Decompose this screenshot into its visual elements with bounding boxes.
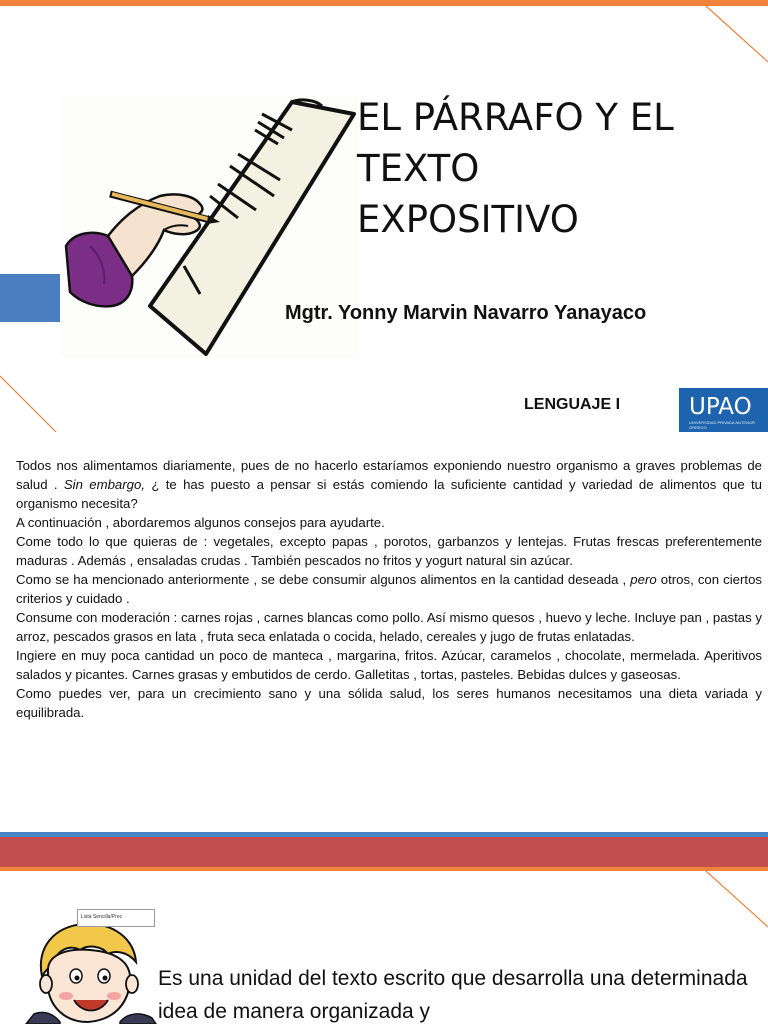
paragraph-4-part-b: otros, con ciertos criterios y cuidado . xyxy=(16,572,762,606)
logo-subtitle: UNIVERSIDAD PRIVADA ANTENOR ORREGO xyxy=(689,420,755,430)
divider-red xyxy=(0,837,768,867)
definition-text: Es una unidad del texto escrito que desarrolla una determinada idea de manera organizada y xyxy=(158,967,748,1023)
title-line-2: TEXTO xyxy=(357,147,480,190)
paragraph-1-emphasis: Sin embargo, xyxy=(63,477,145,492)
paragraph-1-part-b: ¿ te has puesto a pensar si estás comiendo la suficiente cantidad y variedad de alimentos que tu organismo necesita? xyxy=(16,477,762,511)
slide-title xyxy=(357,92,757,245)
blue-accent-block xyxy=(0,274,60,322)
small-sign xyxy=(77,909,155,927)
paragraph-4-part-a: Como se ha mencionado anteriormente , se debe consumir algunos alimentos en la cantidad deseada , xyxy=(16,572,631,587)
logo-text: UPAO xyxy=(689,394,752,420)
paragraph-7: Como puedes ver, para un crecimiento sano y una sólida salud, los seres humanos necesitamos una dieta variada y equilibrada. xyxy=(16,686,762,720)
title-line-1: EL PÁRRAFO Y EL xyxy=(357,96,674,139)
upao-logo xyxy=(679,388,768,432)
paragraph-slide xyxy=(0,432,768,832)
paragraph-1 xyxy=(16,456,762,513)
title-line-3: EXPOSITIVO xyxy=(357,198,579,241)
paragraph-4 xyxy=(16,570,762,608)
paragraph-4-emphasis: pero xyxy=(630,572,657,587)
sign-text: Lista Sencilla/Prec xyxy=(81,914,123,920)
paragraph-5: Consume con moderación : carnes rojas , carnes blancas como pollo. Así mismo quesos , huevo y leche. Incluye pan , pastas y arroz, pescados grasos en lata , fruta seca enlatada o cocida, helado, cereales y jugo de frutas enlatadas. xyxy=(16,610,762,644)
paragraph-2: A continuación , abordaremos algunos consejos para ayudarte. xyxy=(16,515,385,530)
expository-text xyxy=(16,456,762,722)
paragraph-3: Come todo lo que quieras de : vegetales, excepto papas , porotos, garbanzos y lentejas. Frutas frescas preferentemente maduras . Además , ensaladas crudas . También pescados no fritos y yogurt natural sin azúcar. xyxy=(16,534,762,568)
title-slide xyxy=(0,0,768,432)
paragraph-1-part-a: Todos nos alimentamos diariamente, pues de no hacerlo estaríamos exponiendo nuestro organismo a graves problemas de salud . xyxy=(16,458,762,492)
paragraph-6: Ingiere en muy poca cantidad un poco de manteca , margarina, fritos. Azúcar, caramelos , chocolate, mermelada. Aperitivos salados y picantes. Carnes grasas y embutidos de cerdo. Galletitas , tortas, pasteles. Bebidas dulces y gaseosas. xyxy=(16,648,762,682)
author-name: Mgtr. Yonny Marvin Navarro Yanayaco xyxy=(285,302,647,324)
cartoon-boy-illustration xyxy=(24,918,164,1024)
course-name: LENGUAJE I xyxy=(524,396,621,413)
